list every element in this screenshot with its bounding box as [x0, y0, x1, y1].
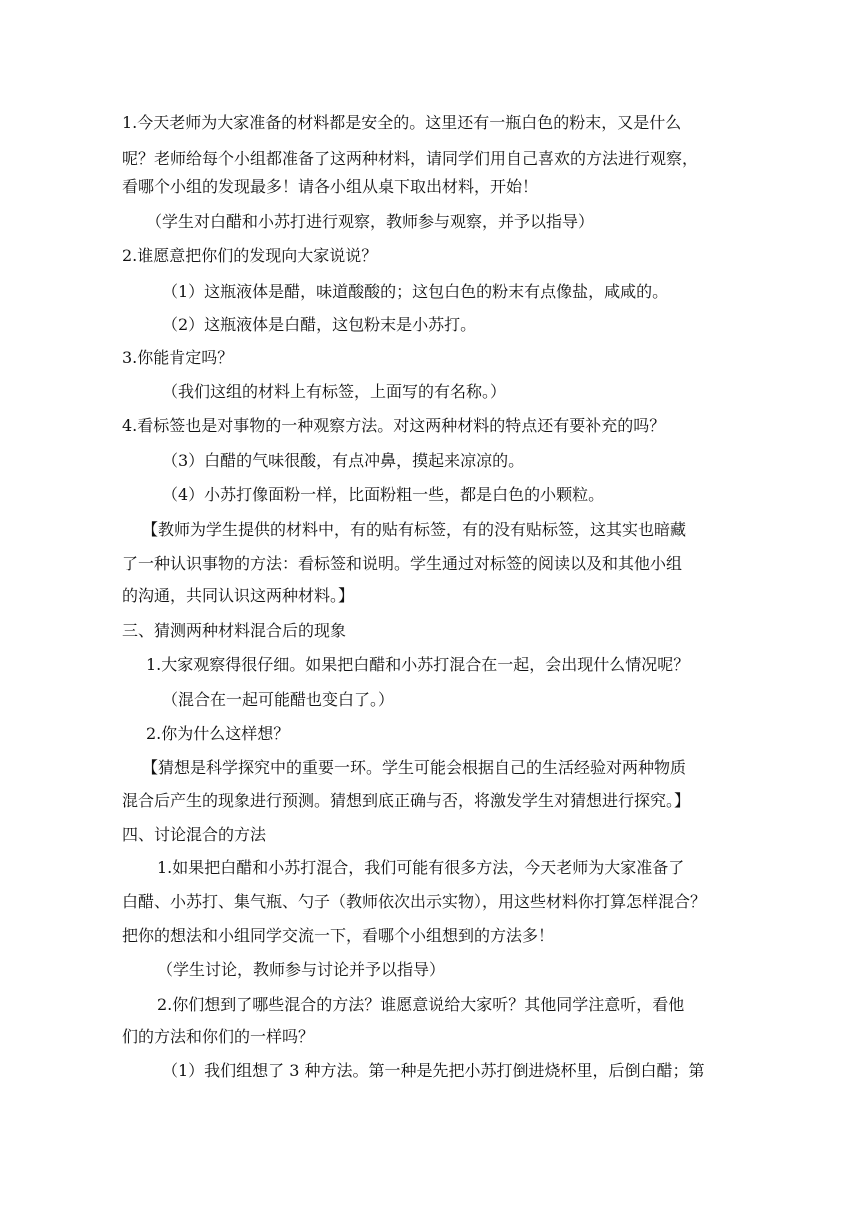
text-line: 呢？老师给每个小组都准备了这两种材料，请同学们用自己喜欢的方法进行观察，	[122, 149, 699, 168]
text-line: （4）小苏打像面粉一样，比面粉粗一些，都是白色的小颗粒。	[162, 485, 605, 504]
text-line: （3）白醋的气味很酸，有点冲鼻，摸起来凉凉的。	[162, 451, 525, 470]
text-line: 的沟通，共同认识这两种材料。】	[122, 586, 355, 605]
text-line: 2.你为什么这样想？	[146, 724, 290, 743]
text-line: （混合在一起可能醋也变白了。）	[162, 690, 395, 709]
text-line: 1.今天老师为大家准备的材料都是安全的。这里还有一瓶白色的粉末，又是什么	[122, 113, 682, 132]
text-line: 4.看标签也是对事物的一种观察方法。对这两种材料的特点还有要补充的吗？	[122, 416, 666, 435]
text-line: （学生讨论，教师参与讨论并予以指导）	[157, 960, 446, 979]
text-line: （学生对白醋和小苏打进行观察，教师参与观察，并予以指导）	[146, 212, 595, 231]
text-line: 白醋、小苏打、集气瓶、勺子（教师依次出示实物），用这些材料你打算怎样混合？	[122, 892, 707, 911]
text-line: 们的方法和你们的一样吗？	[122, 1027, 315, 1046]
text-line: 2.你们想到了哪些混合的方法？谁愿意说给大家听？其他同学注意听，看他	[157, 995, 685, 1014]
text-line: 3.你能肯定吗？	[122, 348, 234, 367]
section-heading: 四、讨论混合的方法	[122, 825, 267, 844]
text-line: 1.大家观察得很仔细。如果把白醋和小苏打混合在一起，会出现什么情况呢？	[146, 655, 690, 674]
text-line: 把你的想法和小组同学交流一下，看哪个小组想到的方法多！	[122, 926, 555, 945]
text-line: （2）这瓶液体是白醋，这包粉末是小苏打。	[162, 315, 477, 334]
section-heading: 三、猜测两种材料混合后的现象	[122, 621, 347, 640]
text-line: 了一种认识事物的方法：看标签和说明。学生通过对标签的阅读以及和其他小组	[122, 554, 683, 573]
text-line: （1）我们组想了 3 种方法。第一种是先把小苏打倒进烧杯里，后倒白醋；第	[162, 1061, 705, 1080]
text-line: 混合后产生的现象进行预测。猜想到底正确与否，将激发学生对猜想进行探究。】	[122, 791, 691, 810]
text-line: 【教师为学生提供的材料中，有的贴有标签，有的没有贴标签，这其实也暗藏	[142, 520, 687, 539]
text-line: （1）这瓶液体是醋，味道酸酸的；这包白色的粉末有点像盐，咸咸的。	[162, 282, 669, 301]
text-line: 1.如果把白醋和小苏打混合，我们可能有很多方法，今天老师为大家准备了	[157, 858, 685, 877]
text-line: 看哪个小组的发现最多！请各小组从桌下取出材料，开始！	[122, 177, 539, 196]
text-line: （我们这组的材料上有标签，上面写的有名称。）	[162, 382, 507, 401]
text-line: 2.谁愿意把你们的发现向大家说说？	[122, 246, 378, 265]
text-line: 【猜想是科学探究中的重要一环。学生可能会根据自己的生活经验对两种物质	[142, 758, 687, 777]
